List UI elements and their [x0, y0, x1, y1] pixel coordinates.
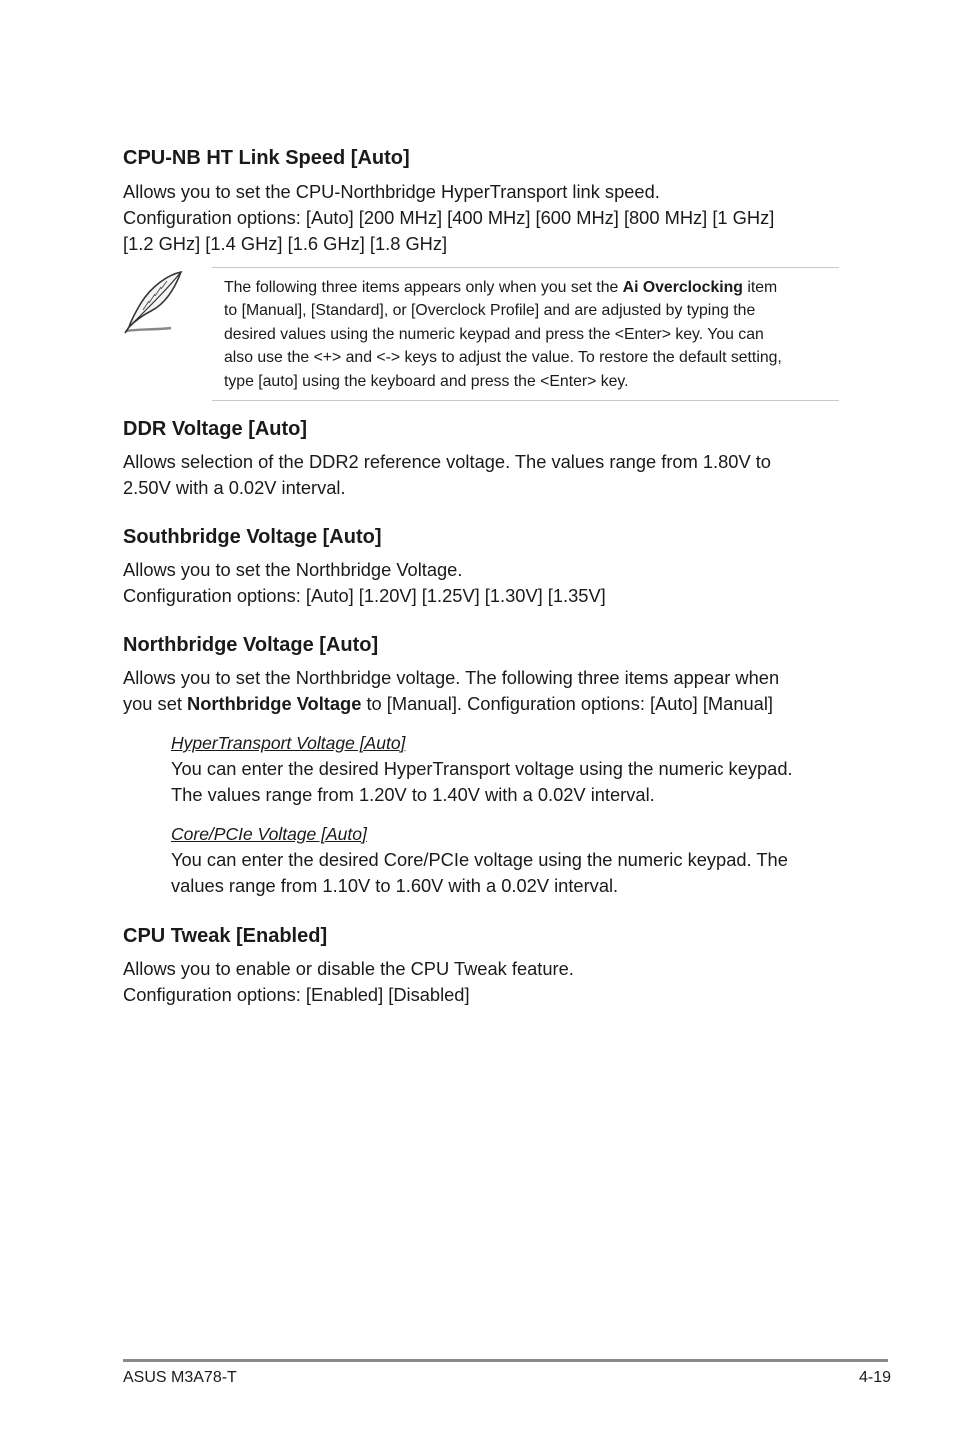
body-line: Allows selection of the DDR2 reference voltage. The values range from 1.80V to: [123, 451, 771, 472]
note-top-rule: [212, 267, 839, 268]
body-line: You can enter the desired Core/PCIe voltage using the numeric keypad. The: [171, 849, 788, 870]
section-title-southbridge-voltage: Southbridge Voltage [Auto]: [123, 526, 382, 548]
body-line: Allows you to enable or disable the CPU Tweak feature.: [123, 958, 574, 979]
body-line: [123, 691, 779, 717]
note-emphasis-ai-overclocking: Ai Overclocking: [622, 279, 743, 296]
body-line: values range from 1.10V to 1.60V with a 0.02V interval.: [171, 875, 619, 896]
subitem-hypertransport-voltage: [171, 730, 793, 808]
section-title-ddr-voltage: DDR Voltage [Auto]: [123, 418, 308, 440]
feather-pen-icon: [123, 269, 187, 335]
note-line: to [Manual], [Standard], or [Overclock Profile] and are adjusted by typing the: [224, 302, 756, 320]
note-box: [123, 267, 839, 401]
note-line: type [auto] using the keyboard and press the <Enter> key.: [224, 372, 629, 390]
body-line: Allows you to set the CPU-Northbridge HyperTransport link speed.: [123, 181, 660, 202]
section-body-ddr-voltage: [123, 449, 771, 501]
subitem-title: Core/PCIe Voltage [Auto]: [171, 824, 367, 844]
body-text-segment: to [Manual]. Configuration options: [Auto] [Manual]: [361, 693, 773, 714]
footer-page-number: 4-19: [858, 1369, 891, 1386]
body-emphasis-northbridge-voltage: Northbridge Voltage: [187, 693, 362, 714]
body-text-segment: you set: [123, 693, 188, 714]
note-bottom-rule: [212, 400, 839, 401]
note-line: desired values using the numeric keypad and press the <Enter> key. You can: [224, 325, 764, 343]
footer-rule: [123, 1359, 888, 1362]
section-body-northbridge-voltage: [123, 665, 779, 717]
section-title-northbridge-voltage: Northbridge Voltage [Auto]: [123, 634, 379, 656]
note-line: [224, 276, 782, 299]
body-line: Configuration options: [Auto] [200 MHz] [400 MHz] [600 MHz] [800 MHz] [1 GHz]: [123, 207, 775, 228]
note-text: [224, 276, 782, 393]
section-title-cpu-tweak: CPU Tweak [Enabled]: [123, 925, 328, 947]
subitem-core-pcie-voltage: [171, 821, 788, 899]
section-title-cpu-nb-ht-link-speed: CPU-NB HT Link Speed [Auto]: [123, 147, 410, 169]
body-line: Configuration options: [Enabled] [Disabled]: [123, 984, 470, 1005]
body-line: The values range from 1.20V to 1.40V with a 0.02V interval.: [171, 784, 655, 805]
body-line: Allows you to set the Northbridge Voltage.: [123, 559, 463, 580]
note-text-segment: item: [742, 279, 778, 296]
subitem-body: [171, 756, 793, 808]
note-line: also use the <+> and <-> keys to adjust the value. To restore the default setting,: [224, 349, 782, 367]
subitem-body: [171, 847, 788, 899]
manual-page: [123, 0, 891, 1438]
body-line: [1.2 GHz] [1.4 GHz] [1.6 GHz] [1.8 GHz]: [123, 233, 448, 254]
section-body-cpu-tweak: [123, 956, 574, 1008]
body-line: Configuration options: [Auto] [1.20V] [1.25V] [1.30V] [1.35V]: [123, 585, 606, 606]
footer-product-name: ASUS M3A78-T: [123, 1369, 237, 1386]
body-line: You can enter the desired HyperTransport voltage using the numeric keypad.: [171, 758, 793, 779]
section-body-southbridge-voltage: [123, 557, 606, 609]
note-text-segment: The following three items appears only when you set the: [224, 279, 623, 296]
body-line: Allows you to set the Northbridge voltage. The following three items appear when: [123, 667, 780, 688]
body-line: 2.50V with a 0.02V interval.: [123, 477, 346, 498]
subitem-title: HyperTransport Voltage [Auto]: [171, 733, 406, 753]
section-body-cpu-nb-ht-link-speed: [123, 179, 774, 257]
